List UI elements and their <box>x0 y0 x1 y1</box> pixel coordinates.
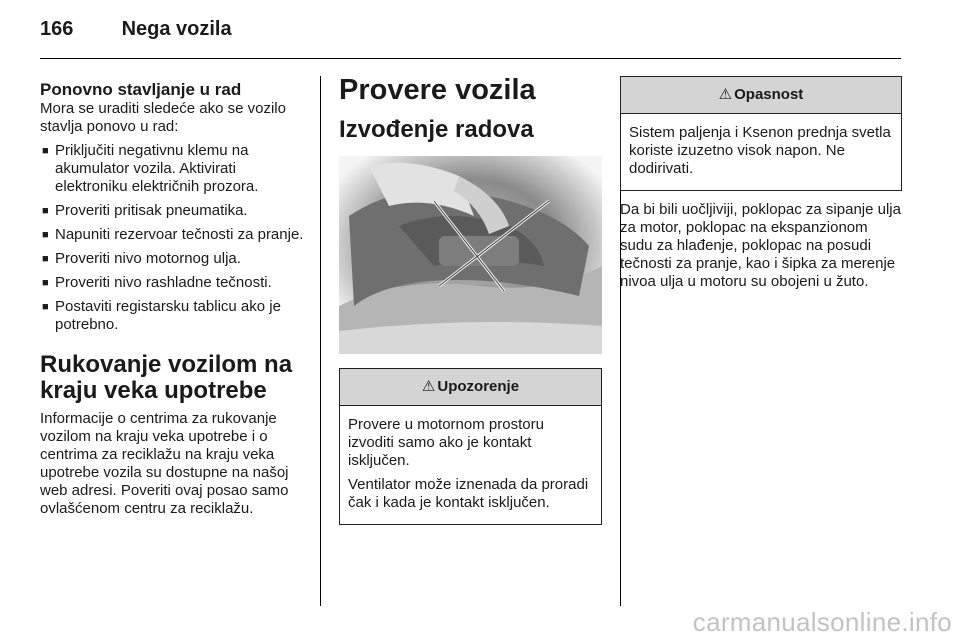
header-rule <box>40 58 901 59</box>
page-number: 166 <box>40 18 74 40</box>
chapter-subtitle: Izvođenje radova <box>339 116 534 143</box>
yellow-caps-text: Da bi bili uočljiviji, poklopac za sipanje ulja za motor, poklopac na ekspanzionom sudu za hlađenje, poklopac na posudi tečnosti za pranje, kao i šipka za merenje nivoa ulja u motoru su obojeni u žuto. <box>620 201 901 290</box>
bullet-icon: ■ <box>42 205 49 217</box>
bullet-icon: ■ <box>42 229 49 241</box>
column-divider-1 <box>320 76 321 606</box>
checklist-item <box>40 298 308 334</box>
section-intro: Mora se uraditi sledeće ako se vozilo stavlja ponovo u rad: <box>40 100 286 135</box>
checklist <box>40 142 308 334</box>
bullet-icon: ■ <box>42 277 49 289</box>
warning-triangle-icon: ⚠ <box>421 378 436 395</box>
watermark: carmanualsonline.info <box>692 607 952 637</box>
warning-box-body <box>340 406 601 524</box>
checklist-item <box>40 250 308 268</box>
warning-box-header <box>340 369 601 406</box>
engine-bay-illustration <box>339 156 602 354</box>
checklist-item <box>40 226 308 244</box>
column-1 <box>40 80 308 518</box>
bullet-icon: ■ <box>42 253 49 265</box>
checklist-item-text: Proveriti pritisak pneumatika. <box>55 202 248 219</box>
warning-paragraph: Provere u motornom prostoru izvoditi samo ako je kontakt isključen. <box>348 416 544 469</box>
checklist-item-text: Priključiti negativnu klemu na akumulator vozila. Aktivirati elektroniku električnih prozora. <box>55 142 259 195</box>
warning-triangle-icon: ⚠ <box>718 86 733 103</box>
checklist-item <box>40 202 308 220</box>
section-heading-restart: Ponovno stavljanje u rad <box>40 80 242 99</box>
warning-box-title: Upozorenje <box>437 378 520 395</box>
page-title: Nega vozila <box>121 18 232 40</box>
danger-paragraph: Sistem paljenja i Ksenon prednja svetla koriste izuzetno visok napon. Ne dodirivati. <box>629 124 891 177</box>
checklist-item <box>40 274 308 292</box>
bullet-icon: ■ <box>42 301 49 313</box>
checklist-item-text: Proveriti nivo motornog ulja. <box>55 250 241 267</box>
bullet-icon: ■ <box>42 145 49 157</box>
page-header <box>40 18 232 41</box>
danger-box <box>620 76 902 191</box>
chapter-title: Provere vozila <box>339 74 536 106</box>
column-2 <box>339 74 602 525</box>
danger-box-title: Opasnost <box>734 86 804 103</box>
checklist-item-text: Postaviti registarsku tablicu ako je potrebno. <box>55 298 281 333</box>
warning-paragraph: Ventilator može iznenada da proradi čak i kada je kontakt isključen. <box>348 476 589 511</box>
danger-box-header <box>621 77 901 114</box>
warning-box <box>339 368 602 525</box>
engine-bay-photo <box>339 156 602 354</box>
checklist-item-text: Napuniti rezervoar tečnosti za pranje. <box>55 226 304 243</box>
checklist-item <box>40 142 308 196</box>
section-heading-end-of-life: Rukovanje vozilom na kraju veka upotrebe <box>40 351 293 404</box>
end-of-life-text: Informacije o centrima za rukovanje vozilom na kraju veka upotrebe i o centrima za reciklažu na kraju veka upotrebe vozila su dostupne na našoj web adresi. Poveriti ovaj posao samo ovlašćenom centru za reciklažu. <box>40 410 289 517</box>
danger-box-body <box>621 114 901 190</box>
column-3 <box>620 76 902 291</box>
checklist-item-text: Proveriti nivo rashladne tečnosti. <box>55 274 272 291</box>
